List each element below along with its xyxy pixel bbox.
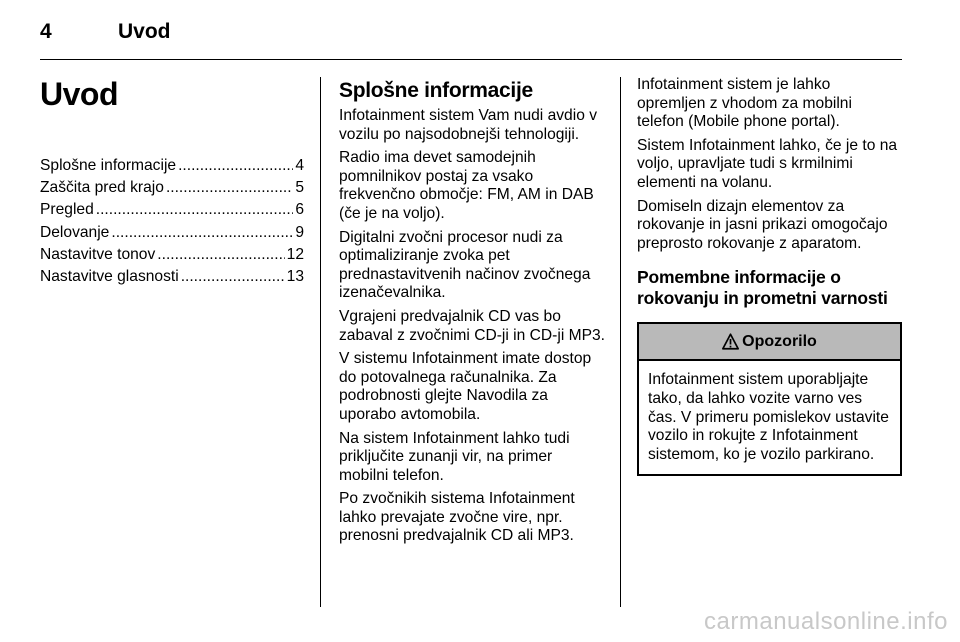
paragraph: Sistem Infotainment lahko, če je to na voljo, upravljate tudi s krmilnimi elementi na volanu. [637, 136, 898, 191]
watermark: carmanualsonline.info [704, 608, 948, 635]
table-of-contents [40, 153, 304, 287]
header-section-title: Uvod [118, 20, 171, 43]
paragraph: Digitalni zvočni procesor nudi za optimaliziranje zvoka pet prednastavitvenih načinov zvočnega izenačevalnika. [339, 228, 591, 302]
warning-triangle-icon [722, 333, 739, 350]
column-divider-2 [620, 77, 621, 607]
header-rule [40, 59, 902, 60]
warning-box [637, 322, 902, 476]
content-column-3 [637, 76, 902, 476]
section-heading: Splošne informacije [339, 79, 533, 102]
toc-entry[interactable] [40, 153, 304, 175]
toc-entry[interactable] [40, 242, 304, 264]
chapter-title: Uvod [40, 76, 118, 112]
warning-title: Opozorilo [742, 332, 817, 350]
paragraph: Vgrajeni predvajalnik CD vas bo zabaval z zvočnimi CD-ji in CD-ji MP3. [339, 307, 606, 344]
column-divider-1 [320, 77, 321, 607]
toc-label: Zaščita pred krajo [40, 179, 164, 196]
toc-page: 6 [295, 201, 304, 219]
toc-page: 12 [286, 245, 304, 263]
toc-label: Nastavitve tonov [40, 245, 156, 263]
toc-leader [96, 201, 294, 220]
toc-label: Splošne informacije [40, 156, 177, 174]
warning-text: Infotainment sistem uporabljajte tako, da lahko vozite varno ves čas. V primeru pomislekov ustavite vozilo in rokujte z Infotainment sistemom, ko je vozilo parkirano. [648, 371, 889, 463]
paragraph: Radio ima devet samodejnih pomnilnikov postaj za vsako frekvenčno območje: FM, AM in DAB (če je na voljo). [339, 149, 594, 222]
content-column-2 [339, 76, 605, 551]
paragraph: Na sistem Infotainment lahko tudi priključite zunanji vir, na primer mobilni telefon. [339, 429, 570, 484]
subsection-heading: Pomembne informacije o rokovanju in prometni varnosti [637, 267, 888, 309]
toc-page: 5 [295, 179, 304, 196]
toc-page: 13 [286, 268, 304, 286]
paragraph: Domiseln dizajn elementov za rokovanje in jasni prikazi omogočajo preprosto rokovanje z aparatom. [637, 197, 888, 252]
toc-entry[interactable] [40, 198, 304, 220]
toc-page: 4 [295, 156, 304, 174]
toc-leader [157, 246, 284, 265]
toc-leader [166, 179, 293, 198]
warning-header [639, 324, 900, 361]
toc-leader [181, 268, 285, 287]
toc-leader [111, 224, 293, 243]
toc-entry[interactable] [40, 264, 304, 286]
toc-leader [178, 157, 293, 176]
paragraph: Infotainment sistem je lahko opremljen z vhodom za mobilni telefon (Mobile phone portal). [637, 76, 852, 131]
paragraph: Infotainment sistem Vam nudi avdio v vozilu po najsodobnejši tehnologiji. [339, 107, 597, 143]
toc-label: Nastavitve glasnosti [40, 268, 179, 286]
toc-column [40, 76, 304, 287]
toc-entry[interactable] [40, 175, 304, 197]
paragraph: V sistemu Infotainment imate dostop do potovalnega računalnika. Za podrobnosti glejte Navodila za uporabo avtomobila. [339, 350, 592, 423]
paragraph: Po zvočnikih sistema Infotainment lahko prevajate zvočne vire, npr. prenosni predvajalnik CD ali MP3. [339, 490, 575, 545]
toc-entry[interactable] [40, 220, 304, 242]
toc-label: Delovanje [40, 223, 110, 241]
page-number: 4 [40, 20, 52, 43]
toc-page: 9 [295, 223, 304, 241]
toc-label: Pregled [40, 201, 94, 219]
